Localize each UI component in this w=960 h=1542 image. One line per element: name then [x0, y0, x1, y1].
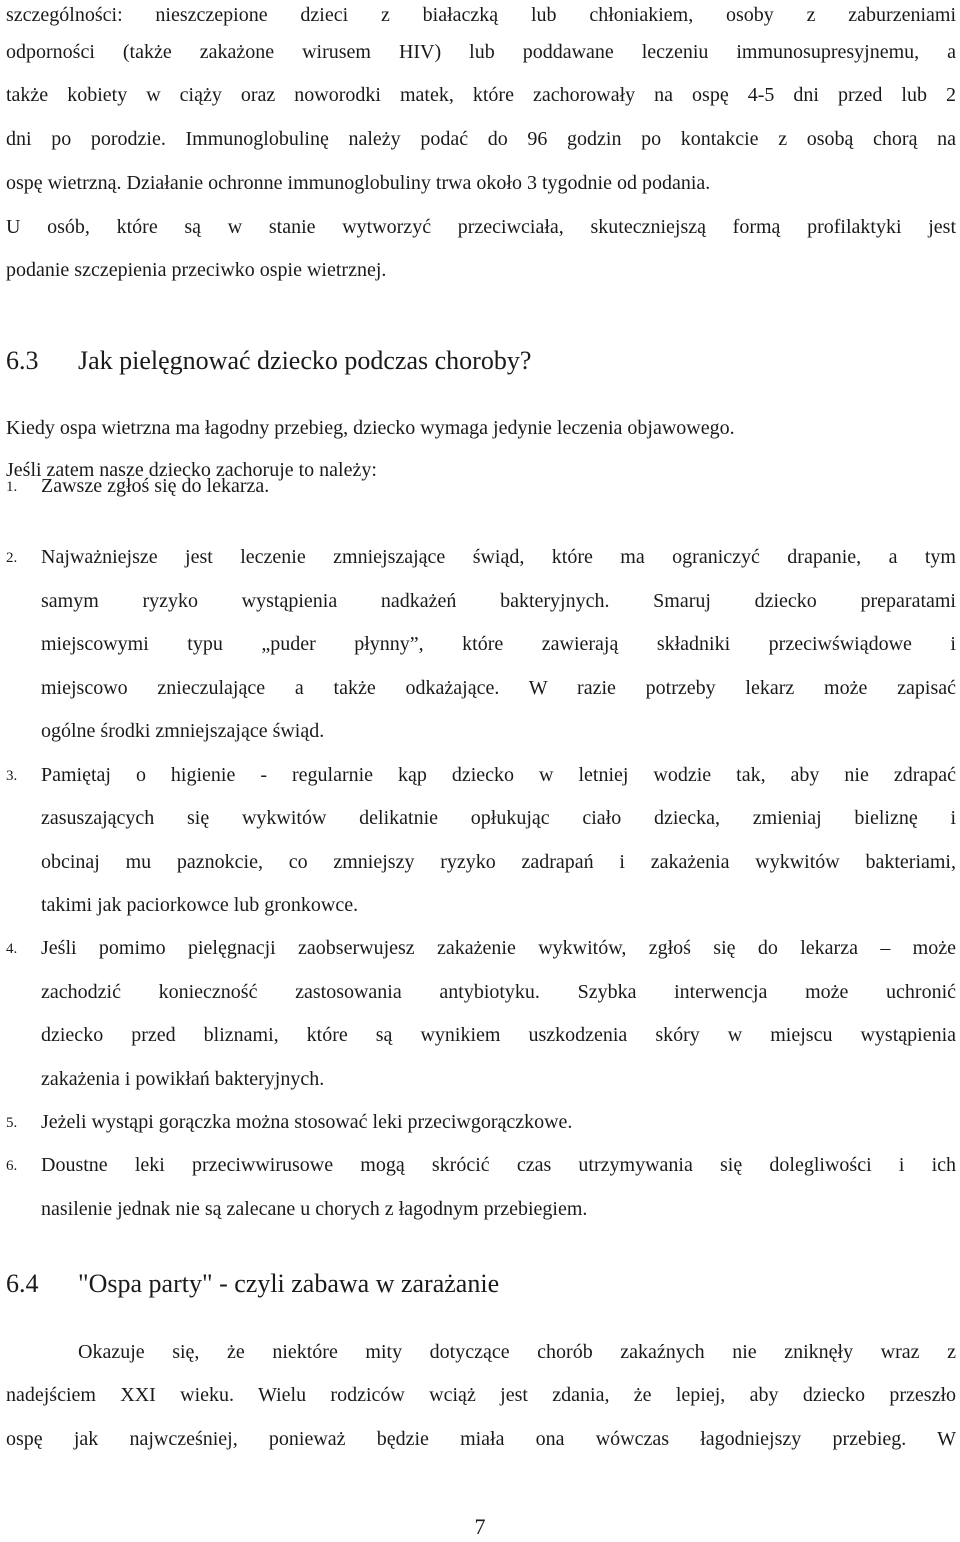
- section-number: 6.3: [6, 346, 39, 375]
- list-item-line: Pamiętaj o higienie - regularnie kąp dziecko w letniej wodzie tak, aby nie zdrapać: [41, 764, 956, 786]
- paragraph-line: dni po porodzie. Immunoglobulinę należy podać do 96 godzin po kontakcie z osobą chorą na: [6, 128, 956, 150]
- paragraph-line: nadejściem XXI wieku. Wielu rodziców wciąż jest zdania, że lepiej, aby dziecko przeszło: [6, 1384, 956, 1406]
- list-item-line: miejscowymi typu „puder płynny”, które zawierają składniki przeciwświądowe i: [41, 633, 956, 655]
- paragraph-line: ospę wietrzną. Działanie ochronne immunoglobuliny trwa około 3 tygodnie od podania.: [6, 172, 711, 194]
- intro-line: Kiedy ospa wietrzna ma łagodny przebieg, dziecko wymaga jedynie leczenia objawowego.: [6, 417, 735, 439]
- list-item-line: obcinaj mu paznokcie, co zmniejszy ryzyko zadrapań i zakażenia wykwitów bakteriami,: [41, 851, 956, 873]
- section-title: Jak pielęgnować dziecko podczas choroby?: [78, 346, 532, 375]
- list-number: 2.: [6, 550, 18, 566]
- paragraph-line: U osób, które są w stanie wytworzyć przeciwciała, skuteczniejszą formą profilaktyki jest: [6, 216, 956, 238]
- list-number: 5.: [6, 1115, 18, 1131]
- list-item-line: Doustne leki przeciwwirusowe mogą skrócić czas utrzymywania się dolegliwości i ich: [41, 1154, 956, 1176]
- list-item-line: zachodzić konieczność zastosowania antybiotyku. Szybka interwencja może uchronić: [41, 981, 956, 1003]
- paragraph-line: podanie szczepienia przeciwko ospie wietrznej.: [6, 259, 387, 281]
- section-number: 6.4: [6, 1269, 39, 1298]
- list-number: 4.: [6, 941, 18, 957]
- list-item-line: zasuszających się wykwitów delikatnie opłukując ciało dziecka, zmieniaj bieliznę i: [41, 807, 956, 829]
- list-item-line: ogólne środki zmniejszające świąd.: [41, 720, 325, 742]
- list-number: 6.: [6, 1158, 18, 1174]
- intro-line: Jeśli zatem nasze dziecko zachoruje to należy:: [6, 459, 377, 481]
- list-item-line: Jeżeli wystąpi gorączka można stosować leki przeciwgorączkowe.: [41, 1111, 573, 1133]
- section-title: "Ospa party" - czyli zabawa w zarażanie: [78, 1269, 500, 1298]
- list-item-line: dziecko przed bliznami, które są wynikiem uszkodzenia skóry w miejscu wystąpienia: [41, 1024, 956, 1046]
- paragraph-line: także kobiety w ciąży oraz noworodki matek, które zachorowały na ospę 4-5 dni przed lub 2: [6, 84, 956, 106]
- paragraph-line: odporności (także zakażone wirusem HIV) lub poddawane leczeniu immunosupresyjnemu, a: [6, 41, 956, 63]
- page-number: 7: [474, 1514, 486, 1539]
- list-item-line: miejscowo znieczulające a także odkażające. W razie potrzeby lekarz może zapisać: [41, 677, 956, 699]
- list-item-line: nasilenie jednak nie są zalecane u chorych z łagodnym przebiegiem.: [41, 1198, 588, 1220]
- list-item-line: zakażenia i powikłań bakteryjnych.: [41, 1068, 325, 1090]
- list-item-line: Jeśli pomimo pielęgnacji zaobserwujesz zakażenie wykwitów, zgłoś się do lekarza – może: [41, 937, 956, 959]
- list-number: 1.: [6, 479, 18, 495]
- list-item-line: Najważniejsze jest leczenie zmniejszające świąd, które ma ograniczyć drapanie, a tym: [41, 546, 956, 568]
- list-item-line: Zawsze zgłoś się do lekarza.: [41, 475, 270, 497]
- list-number: 3.: [6, 768, 18, 784]
- paragraph-line: Okazuje się, że niektóre mity dotyczące chorób zakaźnych nie zniknęły wraz z: [78, 1341, 956, 1363]
- list-item-line: takimi jak paciorkowce lub gronkowce.: [41, 894, 359, 916]
- paragraph-line: ospę jak najwcześniej, ponieważ będzie miała ona wówczas łagodniejszy przebieg. W: [6, 1428, 956, 1450]
- list-item-line: samym ryzyko wystąpienia nadkażeń bakteryjnych. Smaruj dziecko preparatami: [41, 590, 956, 612]
- paragraph-line: szczególności: nieszczepione dzieci z białaczką lub chłoniakiem, osoby z zaburzeniami: [6, 4, 956, 26]
